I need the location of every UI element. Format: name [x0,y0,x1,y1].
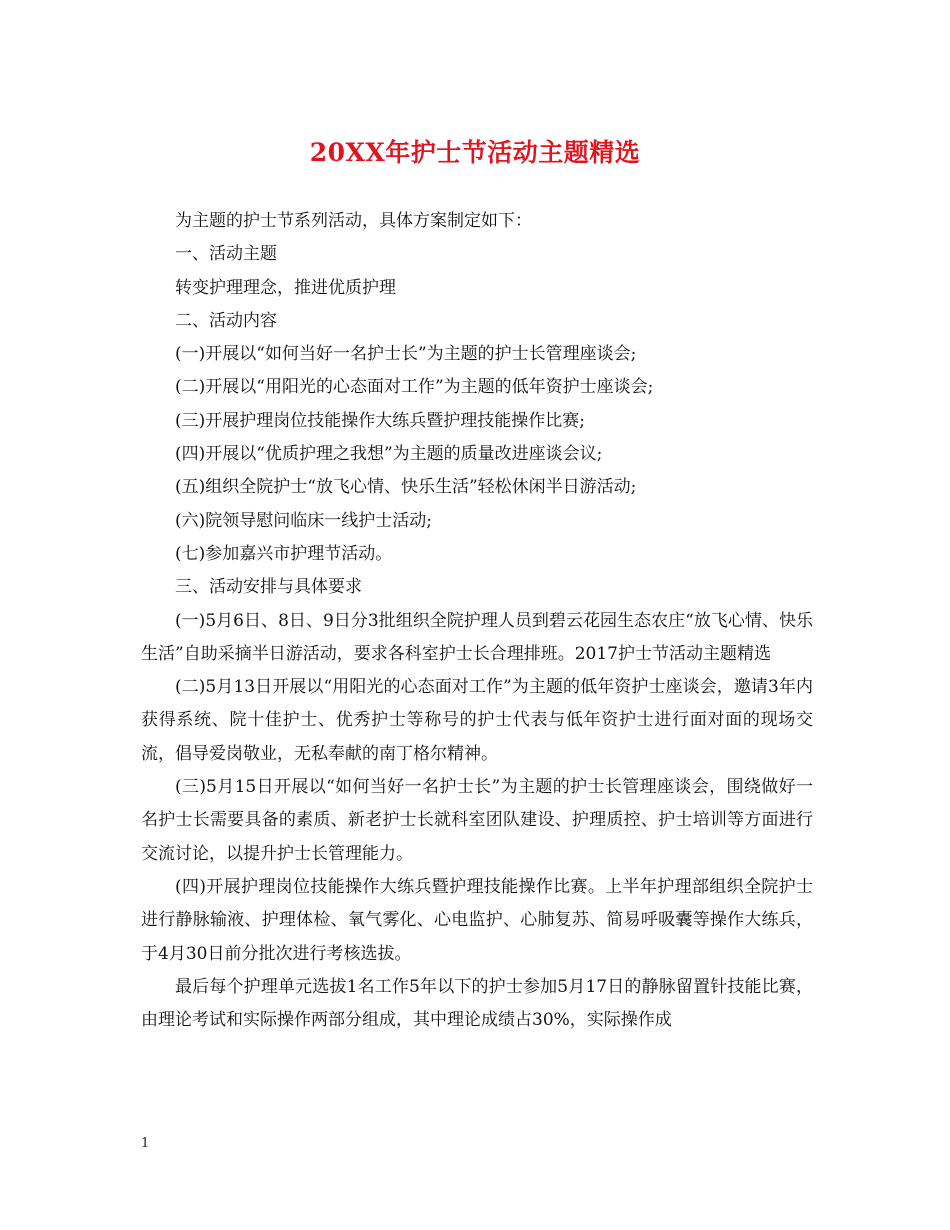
list-item: (四)开展以“优质护理之我想”为主题的质量改进座谈会议; [175,444,603,465]
document-body [141,205,813,1037]
section-heading: 二、活动内容 [175,310,277,331]
list-item: (三)开展护理岗位技能操作大练兵暨护理技能操作比赛; [175,410,585,431]
list-item: (二)开展以“用阳光的心态面对工作”为主题的低年资护士座谈会; [175,377,654,398]
list-item: (一)开展以“如何当好一名护士长”为主题的护士长管理座谈会; [175,344,637,365]
list-item: (七)参加嘉兴市护理节活动。 [175,543,393,564]
paragraph: (四)开展护理岗位技能操作大练兵暨护理技能操作比赛。上半年护理部组织全院护士进行静脉输液、护理体检、氧气雾化、心电监护、心肺复苏、简易呼吸囊等操作大练兵，于4月30日前分批次进行考核选拔。 [141,876,813,964]
list-item: (六)院领导慰问临床一线护士活动; [175,510,432,531]
paragraph: 最后每个护理单元选拔1名工作5年以下的护士参加5月17日的静脉留置针技能比赛，由理论考试和实际操作两部分组成，其中理论成绩占30%，实际操作成 [141,976,813,1031]
section-heading: 三、活动安排与具体要求 [175,577,362,598]
paragraph: 为主题的护士节系列活动，具体方案制定如下： [175,211,532,231]
document-title: 20XX年护士节活动主题精选 [309,138,641,167]
page-number: 1 [141,1136,150,1151]
paragraph: (一)5月6日、8日、9日分3批组织全院护理人员到碧云花园生态农庄“放飞心情、快乐生活”自助采摘半日游活动，要求各科室护士长合理排班。2017护士节活动主题精选 [141,610,813,664]
paragraph: 转变护理理念，推进优质护理 [175,277,396,298]
paragraph: (三)5月15日开展以“如何当好一名护士长”为主题的护士长管理座谈会，围绕做好一名护士长需要具备的素质、新老护士长就科室团队建设、护理质控、护士培训等方面进行交流讨论，以提升护士长管理能力。 [141,777,813,864]
list-item: (五)组织全院护士“放飞心情、快乐生活”轻松休闲半日游活动; [175,477,637,498]
paragraph: (二)5月13日开展以“用阳光的心态面对工作”为主题的低年资护士座谈会，邀请3年内获得系统、院十佳护士、优秀护士等称号的护士代表与低年资护士进行面对面的现场交流，倡导爱岗敬业，无私奉献的南丁格尔精神。 [141,677,813,764]
section-heading: 一、活动主题 [175,244,277,265]
